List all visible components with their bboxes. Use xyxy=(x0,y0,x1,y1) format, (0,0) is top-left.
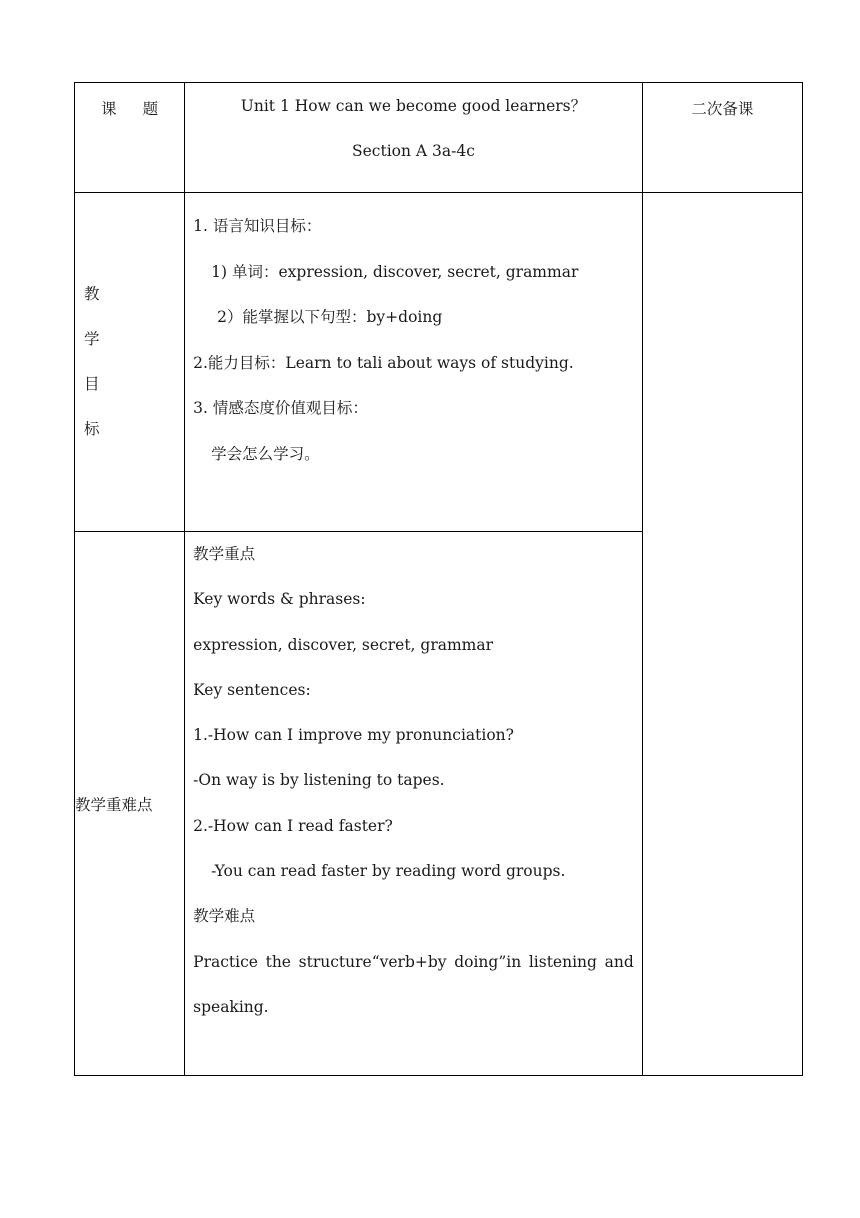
focus-label-cell xyxy=(75,532,185,1076)
goal-line: 3. 情感态度价值观目标： xyxy=(193,399,368,417)
goals-label-char: 教 xyxy=(84,285,100,303)
focus-content-cell xyxy=(185,532,643,1076)
topic-label-char-1: 课 xyxy=(101,100,117,118)
goals-label-char: 标 xyxy=(84,420,100,438)
focus-line: 1.-How can I improve my pronunciation? xyxy=(193,726,514,745)
secondary-prep-label: 二次备课 xyxy=(691,100,754,118)
focus-line: speaking. xyxy=(193,997,269,1016)
topic-label xyxy=(75,83,184,119)
goals-label-cell xyxy=(75,193,185,532)
focus-label: 教学重难点 xyxy=(75,795,153,814)
goals-content xyxy=(185,193,642,490)
goals-label xyxy=(75,193,184,463)
lesson-title-line-1: Unit 1 How can we become good learners？ xyxy=(240,97,587,115)
goals-label-char: 学 xyxy=(84,330,100,348)
goals-label-char: 目 xyxy=(84,375,100,393)
goal-line: 学会怎么学习。 xyxy=(211,444,320,463)
lesson-plan-table xyxy=(74,82,803,1076)
focus-content xyxy=(185,532,642,1043)
secondary-prep-notes-cell xyxy=(642,193,802,1076)
goal-line: 1) 单词：expression, discover, secret, grammar xyxy=(211,262,579,281)
secondary-prep-header-cell xyxy=(642,83,802,193)
focus-line: Key sentences: xyxy=(193,680,311,699)
focus-heading-difficult: 教学难点 xyxy=(193,907,256,926)
goal-line: 2.能力目标：Learn to tali about ways of studying. xyxy=(193,353,574,372)
topic-label-cell xyxy=(75,83,185,193)
topic-label-char-2: 题 xyxy=(142,100,159,118)
focus-line: expression, discover, secret, grammar xyxy=(193,635,494,654)
goal-line: 1. 语言知识目标： xyxy=(193,217,322,235)
goals-row xyxy=(75,193,803,532)
focus-line: -On way is by listening to tapes. xyxy=(193,771,445,790)
lesson-title xyxy=(185,83,642,160)
topic-title-cell xyxy=(185,83,643,193)
focus-heading-key: 教学重点 xyxy=(193,545,256,563)
focus-line: Key words & phrases: xyxy=(193,590,366,609)
focus-line: -You can read faster by reading word groups. xyxy=(211,862,566,881)
focus-line: 2.-How can I read faster? xyxy=(193,816,393,835)
lesson-title-line-2: Section A 3a-4c xyxy=(352,142,475,160)
goal-line: 2）能掌握以下句型：by+doing xyxy=(217,308,443,326)
title-row xyxy=(75,83,803,193)
goals-content-cell xyxy=(185,193,643,532)
focus-line: Practice the structure“verb+by doing”in listening and xyxy=(193,952,634,971)
